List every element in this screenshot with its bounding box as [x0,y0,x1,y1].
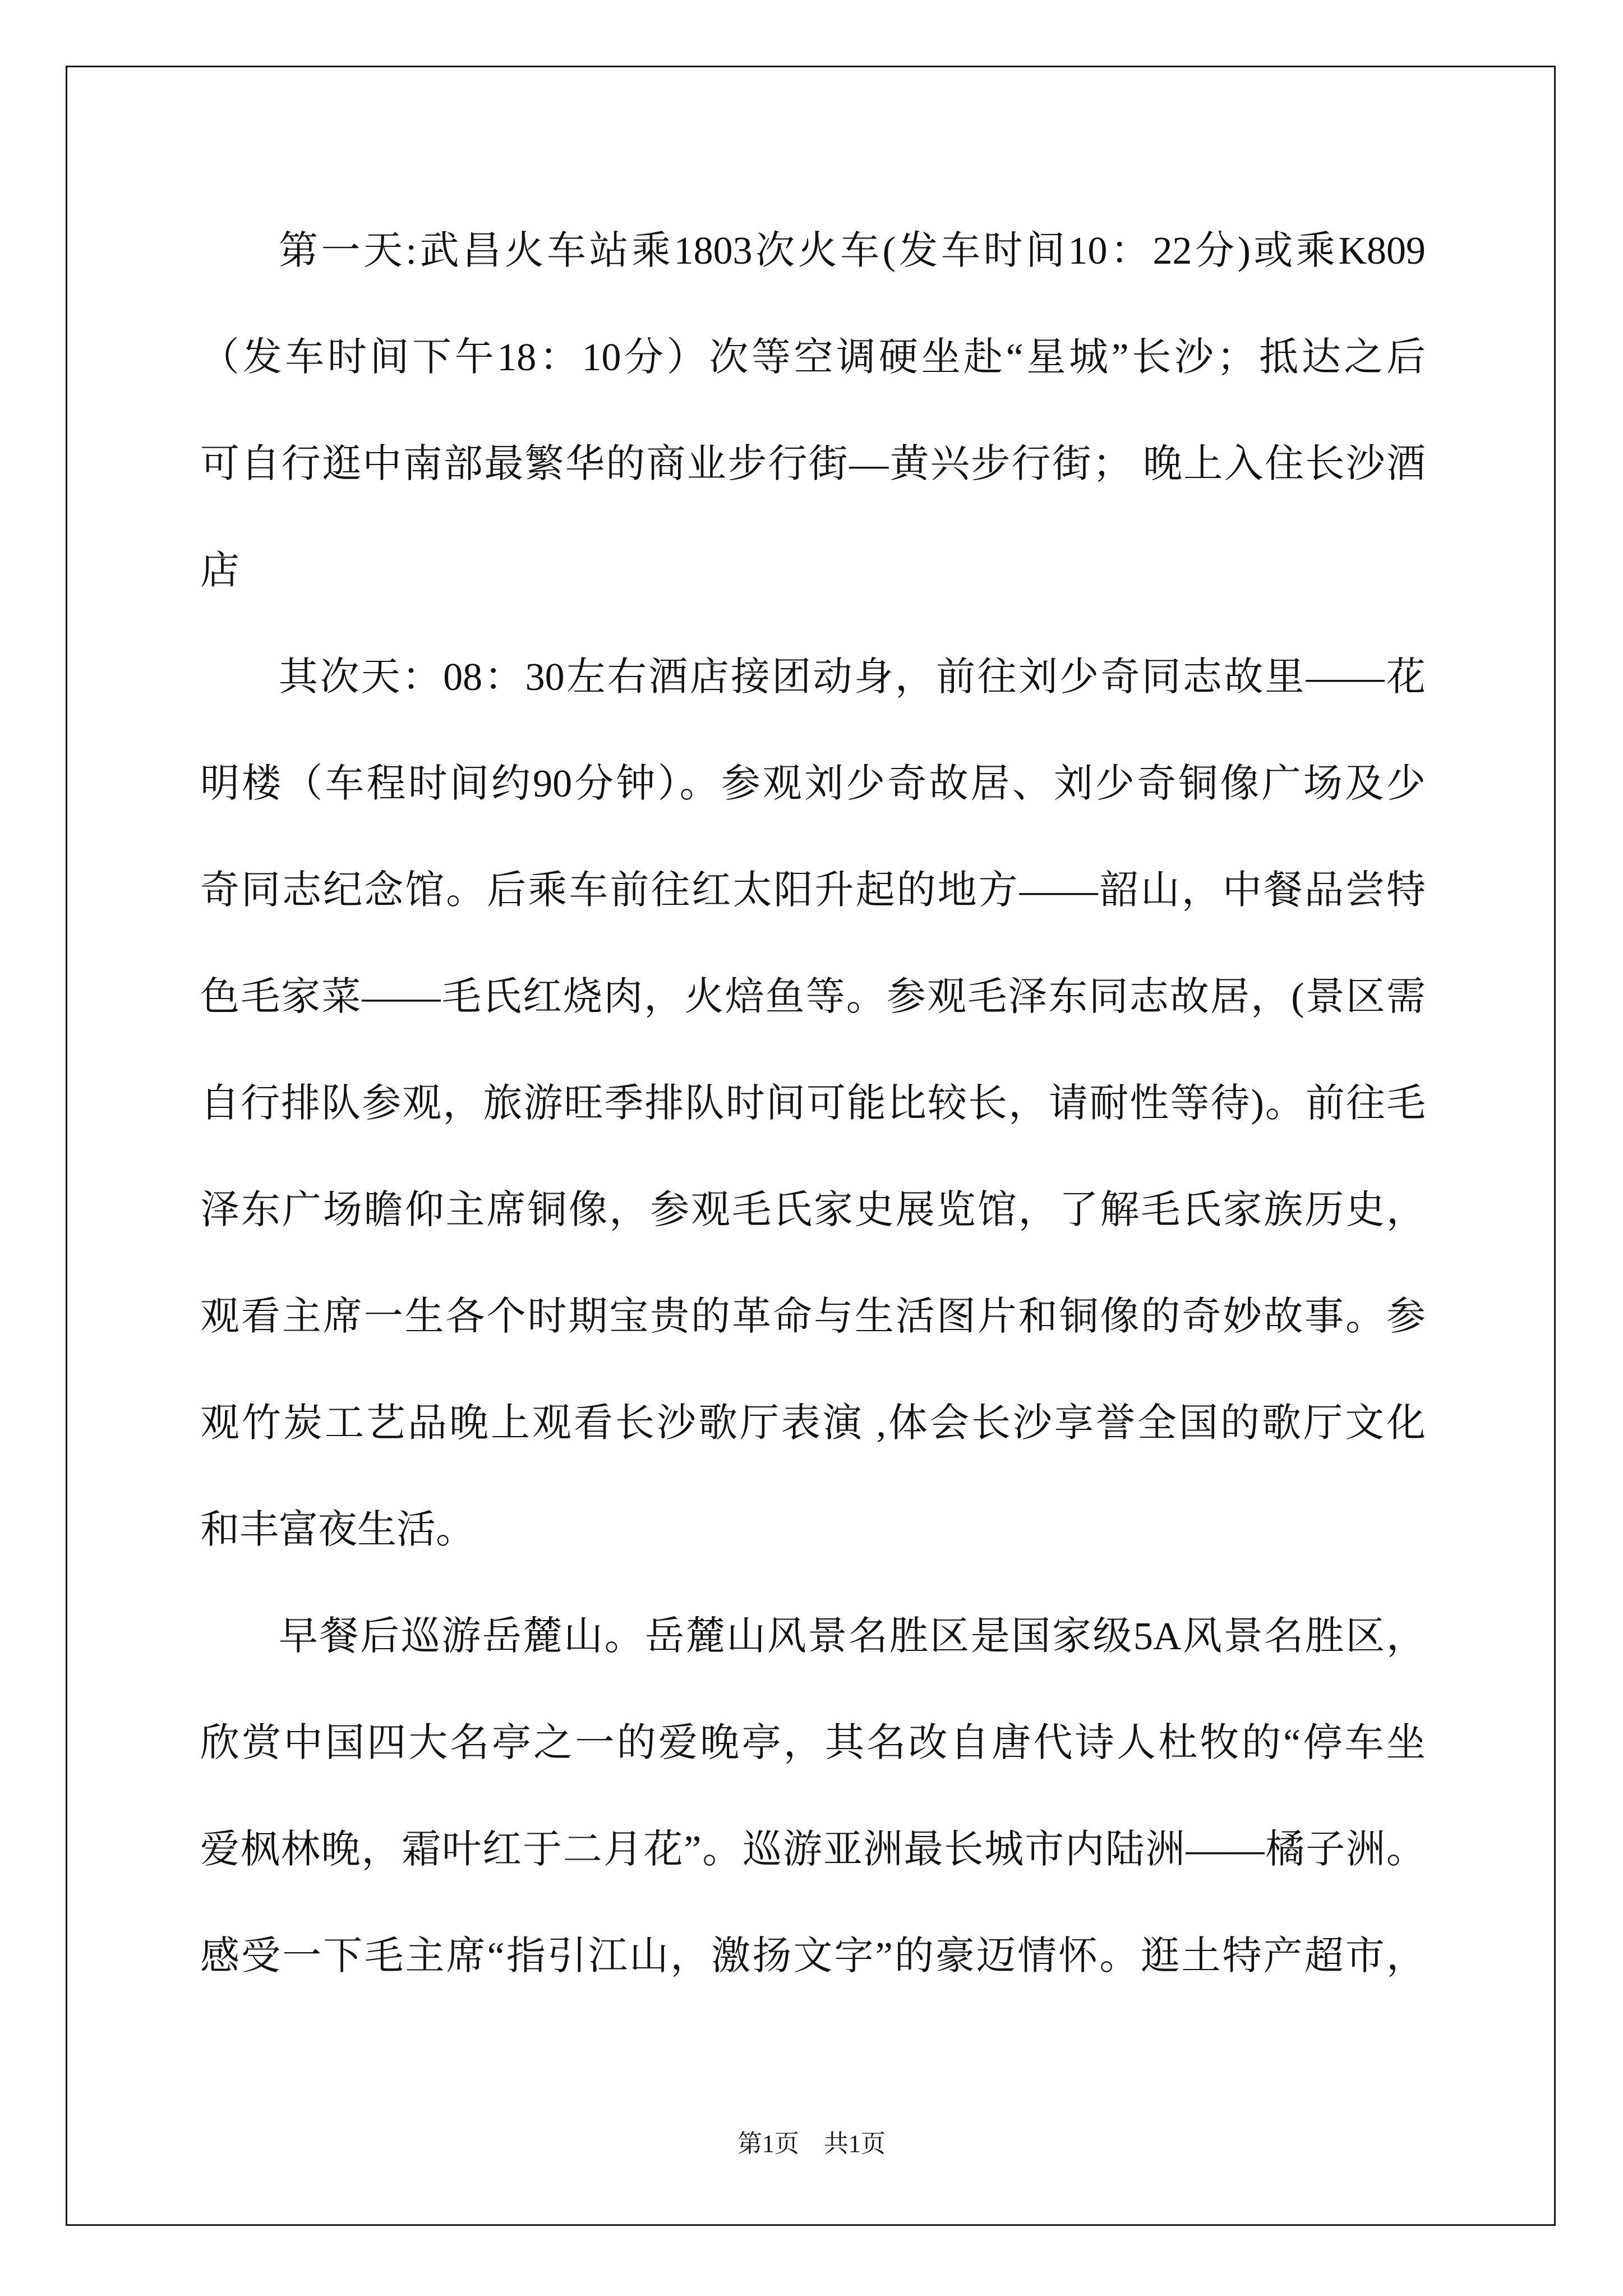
paragraph-day-three [200,1584,1426,2010]
text-line: 色毛家菜——毛氏红烧肉，火焙鱼等。参观毛泽东同志故居，(景区需 [200,976,1426,1019]
paragraph-day-two [200,624,1426,1584]
text-line: 自行排队参观，旅游旺季排队时间可能比较长，请耐性等待)。前往毛 [200,1082,1426,1125]
text-line: 早餐后巡游岳麓山。岳麓山风景名胜区是国家级5A风景名胜区， [279,1615,1426,1658]
text-line: 店 [200,549,239,592]
text-line: （发车时间下午18：10分）次等空调硬坐赴“星城”长沙；抵达之后 [200,336,1426,379]
text-line: 爱枫林晚，霜叶红于二月花”。巡游亚洲最长城市内陆洲——橘子洲。 [200,1828,1426,1871]
text-line: 和丰富夜生活。 [200,1508,475,1552]
text-line: 其次天：08：30左右酒店接团动身，前往刘少奇同志故里——花 [279,656,1426,699]
text-line: 观竹炭工艺品晚上观看长沙歌厅表演 ,体会长沙享誉全国的歌厅文化 [200,1402,1426,1445]
text-line: 观看主席一生各个时期宝贵的革命与生活图片和铜像的奇妙故事。参 [200,1295,1426,1338]
text-line: 可自行逛中南部最繁华的商业步行街—黄兴步行街； 晚上入住长沙酒 [200,443,1426,486]
page-number-footer: 第1页 共1页 [737,2130,886,2157]
text-line: 明楼（车程时间约90分钟）。参观刘少奇故居、刘少奇铜像广场及少 [200,762,1426,806]
text-line: 泽东广场瞻仰主席铜像，参观毛氏家史展览馆，了解毛氏家族历史， [200,1189,1426,1232]
text-line: 奇同志纪念馆。后乘车前往红太阳升起的地方——韶山，中餐品尝特 [200,869,1426,912]
document-body [200,198,1426,2010]
text-line: 感受一下毛主席“指引江山，激扬文字”的豪迈情怀。逛土特产超市， [200,1935,1426,1978]
paragraph-day-one [200,198,1426,624]
text-line: 欣赏中国四大名亭之一的爱晚亭，其名改自唐代诗人杜牧的“停车坐 [200,1722,1426,1765]
text-line: 第一天:武昌火车站乘1803次火车(发车时间10：22分)或乘K809 [279,229,1426,273]
